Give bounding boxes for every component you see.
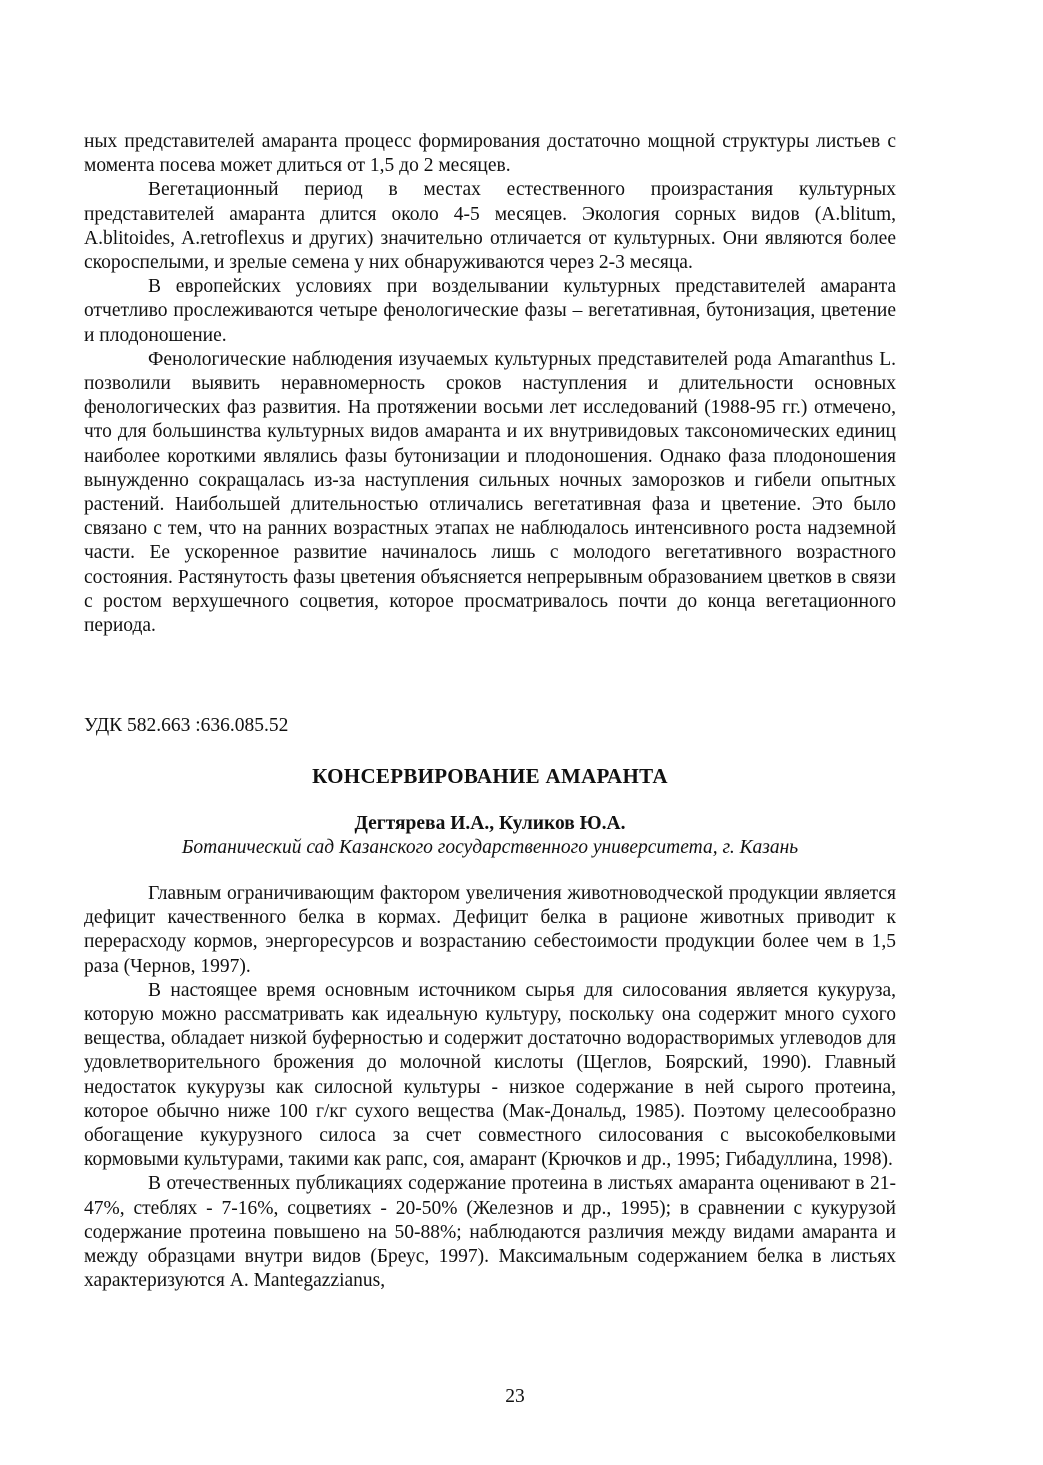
page-number: 23 [505,1386,525,1407]
article-title: КОНСЕРВИРОВАНИЕ АМАРАНТА [312,764,668,788]
paragraph: В отечественных публикациях содержание протеина в листьях амаранта оценивают в 21-47%, стеблях - 7-16%, соцветиях - 20-50% (Железнов и др., 1995); в сравнении с кукурузой содержание протеина повышено на 50-88%; наблюдаются различия между видами амаранта и между образцами внутри видов (Бреус, 1997). Максимальным содержанием белка в листьях характеризуются A. Mantegazzianus, [84,1173,896,1292]
article-affiliation: Ботанический сад Казанского государственного университета, г. Казань [181,837,799,858]
paragraph: В настоящее время основным источником сырья для силосования является кукуруза, которую можно рассматривать как идеальную культуру, поскольку она содержит много сухого вещества, обладает низкой буферностью и содержит достаточно водорастворимых углеводов для удовлетворительного брожения до молочной кислоты (Щеглов, Боярский, 1990). Главный недостаток кукурузы как силосной культуры - низкое содержание в ней сырого протеина, которое обычно ниже 100 г/кг сухого вещества (Мак-Дональд, 1985). Поэтому целесообразно обогащение кукурузного силоса за счет совместного силосования с высокобелковыми кормовыми культурами, такими как рапс, соя, амарант (Крючков и др., 1995; Гибадуллина, 1998). [84,979,896,1171]
udc-code: УДК 582.663 :636.085.52 [84,715,289,736]
paragraph: В европейских условиях при возделывании культурных представителей амаранта отчетливо прослеживаются четыре фенологические фазы – вегетативная, бутонизация, цветение и плодоношение. [84,276,896,346]
paragraph: ных представителей амаранта процесс формирования достаточно мощной структуры листьев с момента посева может длиться от 1,5 до 2 месяцев. [84,131,896,177]
previous-article-continuation [84,130,896,638]
article-body [84,882,896,1293]
paragraph: Главным ограничивающим фактором увеличения животноводческой продукции является дефицит качественного белка в кормах. Дефицит белка в рационе животных приводит к перерасходу кормов, энергоресурсов и возрастанию себестоимости продукции более чем в 1,5 раза (Чернов, 1997). [84,883,896,977]
article-authors: Дегтярева И.А., Куликов Ю.А. [354,813,626,834]
paragraph: Вегетационный период в местах естественного произрастания культурных представителей амаранта длится около 4-5 месяцев. Экология сорных видов (A.blitum, A.blitoides, A.retroflexus и других) значительно отличается от культурных. Они являются более скороспелыми, и зрелые семена у них обнаруживаются через 2-3 месяца. [84,179,896,274]
paragraph: Фенологические наблюдения изучаемых культурных представителей рода Amaranthus L. позволили выявить неравномерность сроков наступления и длительности основных фенологических фаз развития. На протяжении восьми лет исследований (1988-95 гг.) отмечено, что для большинства культурных видов амаранта и их внутривидовых таксономических единиц наиболее короткими являлись фазы бутонизации и плодоношения. Однако фаза плодоношения вынужденно сокращалась из-за наступления сильных ночных заморозков и гибели опытных растений. Наибольшей длительностью отличались вегетативная фаза и цветение. Это было связано с тем, что на ранних возрастных этапах не наблюдалось интенсивного роста надземной части. Ее ускоренное развитие начиналось лишь с молодого вегетативного возрастного состояния. Растянутость фазы цветения объясняется непрерывным образованием цветков в связи с ростом верхушечного соцветия, которое просматривалось почти до конца вегетационного периода. [84,348,896,637]
